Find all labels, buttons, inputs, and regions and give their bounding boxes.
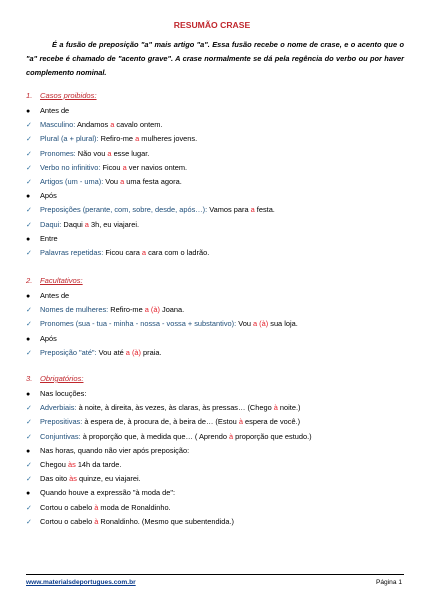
item-label: Verbo no infinitivo: bbox=[40, 162, 101, 172]
bullet-icon: ● bbox=[26, 193, 31, 201]
highlight-a: a bbox=[84, 219, 89, 229]
check-item bbox=[26, 417, 406, 428]
example-text: cavalo ontem. bbox=[114, 120, 163, 130]
bullet-item bbox=[26, 106, 406, 117]
check-item bbox=[26, 220, 406, 231]
bullet-item bbox=[26, 291, 406, 302]
item-label: Conjuntivas: bbox=[40, 431, 81, 441]
highlight-a: a bbox=[107, 148, 112, 158]
check-item bbox=[26, 305, 406, 316]
section-heading bbox=[26, 374, 83, 383]
check-item bbox=[26, 474, 406, 485]
bullet-icon: ● bbox=[26, 490, 31, 498]
item-label: Pronomes: bbox=[40, 148, 76, 158]
checkmark-icon: ✓ bbox=[26, 136, 32, 144]
check-item bbox=[26, 205, 406, 216]
item-label: Preposições (perante, com, sobre, desde, após…): bbox=[40, 205, 208, 215]
check-item bbox=[26, 348, 406, 359]
highlight-a: à bbox=[238, 417, 243, 427]
item-label: Entre bbox=[40, 233, 58, 243]
example-text: Vou até bbox=[96, 347, 126, 357]
check-item bbox=[26, 432, 406, 443]
bullet-icon: ● bbox=[26, 108, 31, 115]
bullet-icon: ● bbox=[26, 335, 31, 343]
example-text: à espera de, à procura de, à beira de… (Estou bbox=[82, 417, 239, 427]
highlight-a: a (à) bbox=[144, 305, 160, 315]
example-text: ver navios ontem. bbox=[126, 162, 188, 172]
highlight-a: à bbox=[94, 516, 99, 526]
section-number: 1. bbox=[26, 91, 33, 100]
intro-text: É a fusão de preposição "a" mais artigo "a". Essa fusão recebe o nome de crase, e o acento que o "a" recebe é chamado de "acento grave". A crase normalmente se dá pela regência do verbo ou por haver complemento nominal. bbox=[26, 40, 404, 77]
example-text: à proporção que, à medida que… ( Aprendo bbox=[80, 431, 229, 441]
checkmark-icon: ✓ bbox=[26, 476, 32, 484]
example-text: Ficou bbox=[100, 162, 123, 172]
section-heading-text: Obrigatórios: bbox=[40, 374, 84, 383]
highlight-a: às bbox=[69, 474, 77, 484]
example-text: Cortou o cabelo bbox=[40, 502, 95, 512]
item-label: Prepositivas: bbox=[40, 417, 83, 427]
highlight-a: a bbox=[141, 248, 147, 257]
example-text: esse lugar. bbox=[111, 148, 150, 158]
bullet-item bbox=[26, 446, 406, 457]
checkmark-icon: ✓ bbox=[26, 518, 32, 526]
checkmark-icon: ✓ bbox=[26, 405, 32, 413]
item-label: Quando houve a expressão "à moda de": bbox=[40, 488, 176, 498]
checkmark-icon: ✓ bbox=[26, 321, 32, 329]
example-text: Chegou bbox=[40, 460, 68, 469]
item-label: Masculino: bbox=[40, 120, 76, 130]
checkmark-icon: ✓ bbox=[26, 433, 32, 441]
item-label: Plural (a + plural): bbox=[40, 134, 99, 144]
highlight-a: a bbox=[135, 134, 140, 144]
example-text: festa. bbox=[254, 205, 275, 215]
example-text: uma festa agora. bbox=[124, 177, 182, 186]
bullet-item bbox=[26, 191, 406, 202]
check-item bbox=[26, 503, 406, 514]
item-label: Nomes de mulheres: bbox=[40, 305, 109, 315]
highlight-a: a bbox=[120, 177, 125, 186]
example-text: 14h da tarde. bbox=[75, 460, 122, 469]
example-text: Ficou cara bbox=[103, 248, 142, 257]
bullet-icon: ● bbox=[26, 235, 31, 243]
example-text: Cortou o cabelo bbox=[40, 516, 95, 526]
section-number: 2. bbox=[26, 276, 33, 285]
item-label: Nas horas, quando não vier após preposição: bbox=[40, 445, 190, 455]
footer-divider bbox=[26, 574, 404, 575]
check-item bbox=[26, 149, 406, 160]
bullet-item bbox=[26, 334, 406, 345]
example-text: Refiro-me bbox=[108, 305, 145, 315]
item-label: Artigos (um - uma): bbox=[40, 177, 104, 186]
page-title: RESUMÃO CRASE bbox=[173, 20, 251, 30]
item-label: Pronomes (sua - tua - minha - nossa - vossa + substantivo): bbox=[40, 319, 237, 329]
highlight-a: a (à) bbox=[125, 347, 141, 357]
highlight-a: às bbox=[67, 460, 76, 469]
section-heading-text: Casos proibidos: bbox=[40, 91, 97, 100]
bullet-icon: ● bbox=[26, 447, 31, 455]
example-text: moda de Ronaldinho. bbox=[98, 502, 171, 512]
bullet-icon: ● bbox=[26, 391, 31, 398]
example-text: mulheres jovens. bbox=[139, 134, 198, 144]
section-heading-text: Facultativos: bbox=[40, 276, 83, 285]
example-text: Andamos bbox=[75, 120, 111, 130]
item-label: Palavras repetidas: bbox=[40, 248, 104, 257]
check-item bbox=[26, 248, 406, 259]
example-text: Vou bbox=[236, 319, 253, 329]
highlight-a: a (à) bbox=[253, 319, 269, 329]
checkmark-icon: ✓ bbox=[26, 307, 32, 315]
check-item bbox=[26, 177, 406, 188]
section-heading bbox=[26, 91, 97, 100]
item-label: Após bbox=[40, 191, 57, 201]
checkmark-icon: ✓ bbox=[26, 207, 32, 215]
example-text: Das oito bbox=[40, 474, 70, 484]
item-label: Preposição "até": bbox=[40, 347, 97, 357]
example-text: espera de você.) bbox=[242, 417, 301, 427]
checkmark-icon: ✓ bbox=[26, 221, 32, 229]
checkmark-icon: ✓ bbox=[26, 349, 32, 357]
item-label: Antes de bbox=[40, 106, 70, 115]
check-item bbox=[26, 163, 406, 174]
example-text: Vamos para bbox=[207, 205, 251, 215]
footer-page-number: Página 1 bbox=[375, 579, 402, 586]
check-item bbox=[26, 134, 406, 145]
highlight-a: a bbox=[122, 162, 127, 172]
checkmark-icon: ✓ bbox=[26, 179, 32, 186]
section-heading bbox=[26, 276, 83, 285]
checkmark-icon: ✓ bbox=[26, 164, 32, 172]
section-number: 3. bbox=[26, 374, 33, 383]
example-text: sua loja. bbox=[268, 319, 298, 329]
example-text: quinze, eu viajarei. bbox=[76, 474, 141, 484]
example-text: Daqui bbox=[61, 219, 85, 229]
check-item bbox=[26, 403, 406, 414]
example-text: praia. bbox=[141, 347, 162, 357]
highlight-a: a bbox=[250, 205, 255, 215]
checkmark-icon: ✓ bbox=[26, 504, 32, 512]
item-label: Após bbox=[40, 333, 57, 343]
example-text: à noite, à direita, às vezes, às claras, às pressas… (Chego bbox=[76, 403, 274, 413]
bullet-item bbox=[26, 389, 406, 400]
highlight-a: a bbox=[110, 120, 115, 130]
checkmark-icon: ✓ bbox=[26, 462, 32, 469]
highlight-a: à bbox=[229, 431, 234, 441]
example-text: 3h, eu viajarei. bbox=[88, 219, 140, 229]
intro-paragraph bbox=[26, 38, 404, 80]
example-text: proporção que estudo.) bbox=[233, 431, 312, 441]
check-item bbox=[26, 460, 406, 471]
checkmark-icon: ✓ bbox=[26, 122, 32, 130]
bullet-icon: ● bbox=[26, 293, 31, 300]
footer-site-link[interactable]: www.materialsdeportugues.com.br bbox=[26, 579, 136, 586]
check-item bbox=[26, 120, 406, 131]
highlight-a: à bbox=[273, 403, 278, 413]
example-text: Vou bbox=[103, 177, 121, 186]
item-label: Antes de bbox=[40, 291, 70, 300]
item-label: Daqui: bbox=[40, 219, 62, 229]
example-text: Ronaldinho. (Mesmo que subentendida.) bbox=[98, 516, 234, 526]
example-text: Refiro-me bbox=[98, 134, 136, 144]
check-item bbox=[26, 517, 406, 528]
item-label: Adverbiais: bbox=[40, 403, 77, 413]
highlight-a: à bbox=[94, 502, 99, 512]
checkmark-icon: ✓ bbox=[26, 250, 32, 257]
bullet-item bbox=[26, 234, 406, 245]
example-text: cara com o ladrão. bbox=[146, 248, 210, 257]
example-text: Joana. bbox=[159, 305, 185, 315]
checkmark-icon: ✓ bbox=[26, 150, 32, 158]
example-text: Não vou bbox=[75, 148, 108, 158]
item-label: Nas locuções: bbox=[40, 389, 87, 398]
bullet-item bbox=[26, 488, 406, 499]
example-text: noite.) bbox=[277, 403, 301, 413]
check-item bbox=[26, 319, 406, 330]
checkmark-icon: ✓ bbox=[26, 419, 32, 427]
